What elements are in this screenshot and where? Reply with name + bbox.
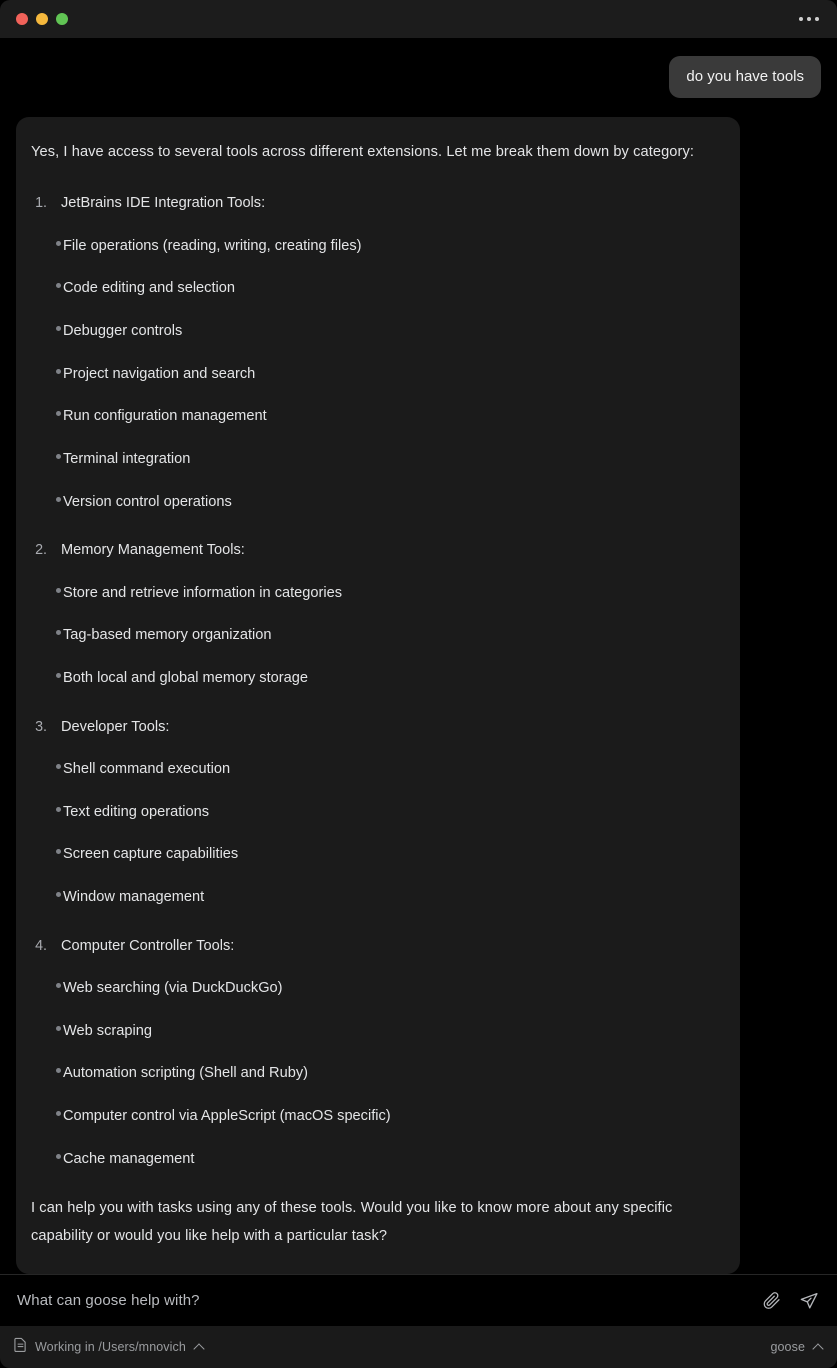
list-item <box>31 491 724 514</box>
list-item-label: Cache management <box>63 1150 195 1167</box>
list-item-label: Shell command execution <box>63 761 231 778</box>
list-item <box>31 320 724 343</box>
tool-bullet-list <box>31 758 724 908</box>
bullet-icon <box>31 634 63 639</box>
list-item <box>31 1020 724 1043</box>
list-item <box>31 1148 724 1171</box>
tool-bullet-list <box>31 582 724 690</box>
list-item-label: Automation scripting (Shell and Ruby) <box>63 1065 308 1082</box>
composer-actions <box>760 1290 820 1312</box>
minimize-window-button[interactable] <box>36 13 48 25</box>
list-number: 4. <box>35 937 47 954</box>
list-item <box>31 1105 724 1128</box>
ellipsis-icon[interactable] <box>795 11 823 27</box>
assistant-message-bubble <box>16 117 740 1274</box>
list-item-label: File operations (reading, writing, creating files) <box>63 237 362 254</box>
list-item-label: Debugger controls <box>63 323 183 340</box>
chat-scroll-area[interactable] <box>0 38 837 1274</box>
list-number: 3. <box>35 718 47 735</box>
user-message-bubble: do you have tools <box>669 56 821 98</box>
ellipsis-dot <box>799 17 803 21</box>
list-item <box>31 1062 724 1085</box>
tool-section-heading <box>31 192 724 215</box>
user-message-row <box>16 38 821 98</box>
list-item-label: Tag-based memory organization <box>63 627 272 644</box>
list-heading-text: JetBrains IDE Integration Tools: <box>61 195 266 212</box>
list-item-label: Code editing and selection <box>63 280 236 297</box>
list-item <box>31 801 724 824</box>
send-icon[interactable] <box>798 1290 820 1312</box>
list-item-label: Web searching (via DuckDuckGo) <box>63 980 283 997</box>
tool-section-heading <box>31 716 724 739</box>
bullet-icon <box>31 987 63 992</box>
list-heading-text: Memory Management Tools: <box>61 542 245 559</box>
title-bar <box>0 0 837 38</box>
tool-section-heading <box>31 539 724 562</box>
chevron-up-icon[interactable] <box>194 1342 204 1352</box>
ellipsis-dot <box>815 17 819 21</box>
list-item-label: Screen capture capabilities <box>63 846 239 863</box>
tool-section <box>31 716 724 909</box>
bullet-icon <box>31 1158 63 1163</box>
model-label: goose <box>770 1340 805 1355</box>
assistant-closing-paragraph: I can help you with tasks using any of these tools. Would you like to know more about any specific capability or would you like help with a particular task? <box>31 1200 673 1245</box>
status-bar <box>0 1326 837 1368</box>
bullet-icon <box>31 287 63 292</box>
list-item <box>31 235 724 258</box>
bullet-icon <box>31 501 63 506</box>
list-item <box>31 277 724 300</box>
tool-section-heading <box>31 935 724 958</box>
tool-section <box>31 192 724 513</box>
model-selector[interactable] <box>770 1340 823 1354</box>
workdir-label: Working in /Users/mnovich <box>35 1340 186 1355</box>
list-item <box>31 405 724 428</box>
traffic-light-group <box>16 13 68 25</box>
list-item-label: Computer control via AppleScript (macOS specific) <box>63 1108 391 1125</box>
list-heading-text: Computer Controller Tools: <box>61 937 235 954</box>
bullet-icon <box>31 245 63 250</box>
bullet-icon <box>31 677 63 682</box>
bullet-icon <box>31 1072 63 1077</box>
list-item <box>31 667 724 690</box>
list-item <box>31 448 724 471</box>
list-item-label: Run configuration management <box>63 408 267 425</box>
list-item <box>31 886 724 909</box>
list-heading-text: Developer Tools: <box>61 718 170 735</box>
list-item <box>31 977 724 1000</box>
bullet-icon <box>31 330 63 335</box>
list-item-label: Version control operations <box>63 493 232 510</box>
list-item-label: Both local and global memory storage <box>63 669 308 686</box>
bullet-icon <box>31 373 63 378</box>
workdir-selector[interactable] <box>14 1337 204 1357</box>
list-item <box>31 624 724 647</box>
tool-section <box>31 539 724 689</box>
tool-bullet-list <box>31 235 724 513</box>
list-item-label: Project navigation and search <box>63 365 256 382</box>
document-icon <box>14 1337 27 1357</box>
list-item-label: Window management <box>63 889 205 906</box>
list-item <box>31 843 724 866</box>
composer-bar <box>0 1274 837 1326</box>
message-input[interactable] <box>17 1292 748 1309</box>
bullet-icon <box>31 768 63 773</box>
list-number: 2. <box>35 542 47 559</box>
tool-section <box>31 935 724 1171</box>
list-item-label: Text editing operations <box>63 803 210 820</box>
list-item <box>31 363 724 386</box>
bullet-icon <box>31 458 63 463</box>
assistant-intro-paragraph: Yes, I have access to several tools across different extensions. Let me break them down by category: <box>31 144 695 161</box>
bullet-icon <box>31 853 63 858</box>
bullet-icon <box>31 592 63 597</box>
tool-bullet-list <box>31 977 724 1170</box>
close-window-button[interactable] <box>16 13 28 25</box>
list-item-label: Web scraping <box>63 1022 152 1039</box>
bullet-icon <box>31 896 63 901</box>
bullet-icon <box>31 1030 63 1035</box>
spacer <box>31 1170 724 1186</box>
paperclip-icon[interactable] <box>760 1290 782 1312</box>
bullet-icon <box>31 811 63 816</box>
list-item <box>31 758 724 781</box>
list-number: 1. <box>35 195 47 212</box>
bullet-icon <box>31 415 63 420</box>
ellipsis-dot <box>807 17 811 21</box>
list-item-label: Store and retrieve information in categories <box>63 584 343 601</box>
list-item <box>31 582 724 605</box>
list-item-label: Terminal integration <box>63 450 191 467</box>
maximize-window-button[interactable] <box>56 13 68 25</box>
chevron-up-icon[interactable] <box>813 1342 823 1352</box>
bullet-icon <box>31 1115 63 1120</box>
